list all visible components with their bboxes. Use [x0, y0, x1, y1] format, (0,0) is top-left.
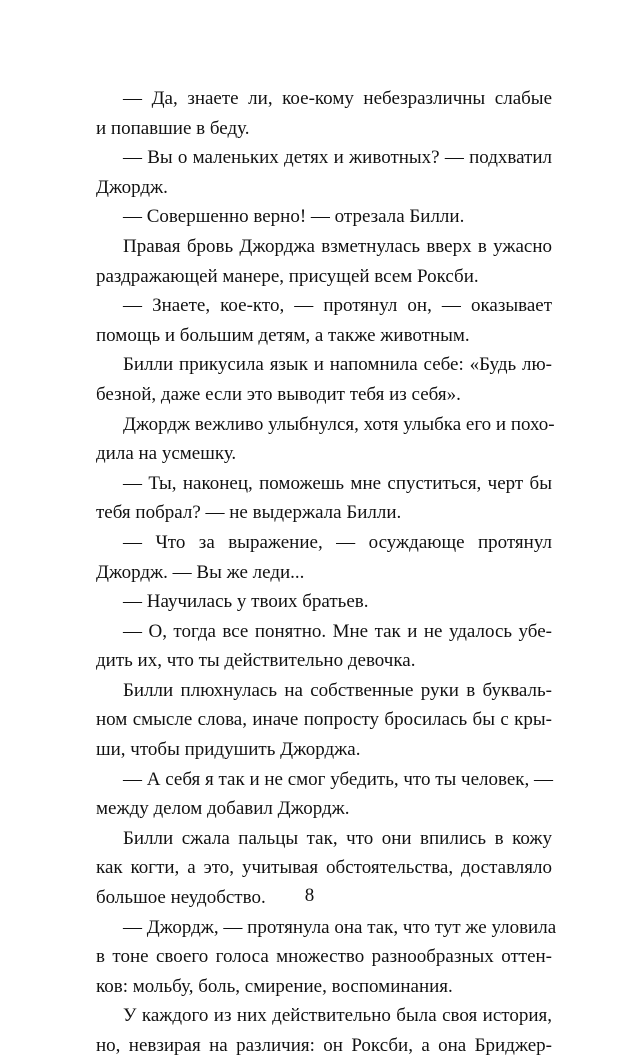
text-line: между делом добавил Джордж.	[96, 798, 350, 820]
text-line: безной, даже если это выводит тебя из себя».	[96, 383, 461, 405]
text-line: большое неудобство.	[96, 887, 266, 909]
text-line: Билли плюхнулась на собственные руки в букваль-	[123, 679, 552, 701]
text-line: — Знаете, кое-кто, — протянул он, — оказывает	[123, 295, 552, 317]
text-line: — Да, знаете ли, кое-кому небезразличны слабые	[123, 88, 552, 109]
text-line: ши, чтобы придушить Джорджа.	[96, 739, 361, 761]
text-line: тебя побрал? — не выдержала Билли.	[96, 502, 402, 524]
text-line: У каждого из них действительно была своя история,	[123, 1005, 552, 1027]
text-line: помощь и большим детям, а также животным.	[96, 324, 470, 346]
text-line: раздражающей манере, присущей всем Роксби.	[96, 265, 479, 287]
page-number: 8	[304, 885, 315, 906]
text-line: — Вы о маленьких детях и животных? — подхватил	[123, 147, 552, 169]
text-line: ном смысле слова, иначе попросту бросилась бы с кры-	[96, 709, 552, 731]
text-line: ков: мольбу, боль, смирение, воспоминания.	[96, 975, 453, 997]
text-line: Джордж.	[96, 176, 168, 198]
body-text	[96, 84, 557, 1061]
text-line: как когти, а это, учитывая обстоятельства, доставляло	[96, 857, 552, 879]
text-line: — Ты, наконец, поможешь мне спуститься, черт бы	[123, 472, 552, 494]
text-line: и попавшие в беду.	[96, 117, 250, 139]
text-line: Джордж вежливо улыбнулся, хотя улыбка его и похо-	[123, 413, 555, 435]
text-line: — Что за выражение, — осуждающе протянул	[123, 531, 552, 553]
text-line: Правая бровь Джорджа взметнулась вверх в ужасно	[123, 235, 552, 257]
text-line: — А себя я так и не смог убедить, что ты человек, —	[123, 768, 554, 790]
text-line: — Научилась у твоих братьев.	[123, 591, 369, 613]
text-line: но, невзирая на различия: он Роксби, а она Бриджер-	[96, 1035, 552, 1056]
text-line: Билли прикусила язык и напомнила себе: «Будь лю-	[123, 354, 552, 376]
text-line: дила на усмешку.	[96, 443, 237, 465]
text-line: Джордж. — Вы же леди...	[96, 561, 305, 583]
text-line: — Джордж, — протянула она так, что тут же уловила	[123, 916, 557, 938]
text-line: дить их, что ты действительно девочка.	[96, 650, 416, 672]
text-line: — Совершенно верно! — отрезала Билли.	[123, 206, 465, 228]
text-line: в тоне своего голоса множество разнообразных оттен-	[96, 946, 552, 968]
text-line: — О, тогда все понятно. Мне так и не удалось убе-	[123, 620, 552, 642]
text-line: Билли сжала пальцы так, что они впились в кожу	[123, 827, 552, 849]
